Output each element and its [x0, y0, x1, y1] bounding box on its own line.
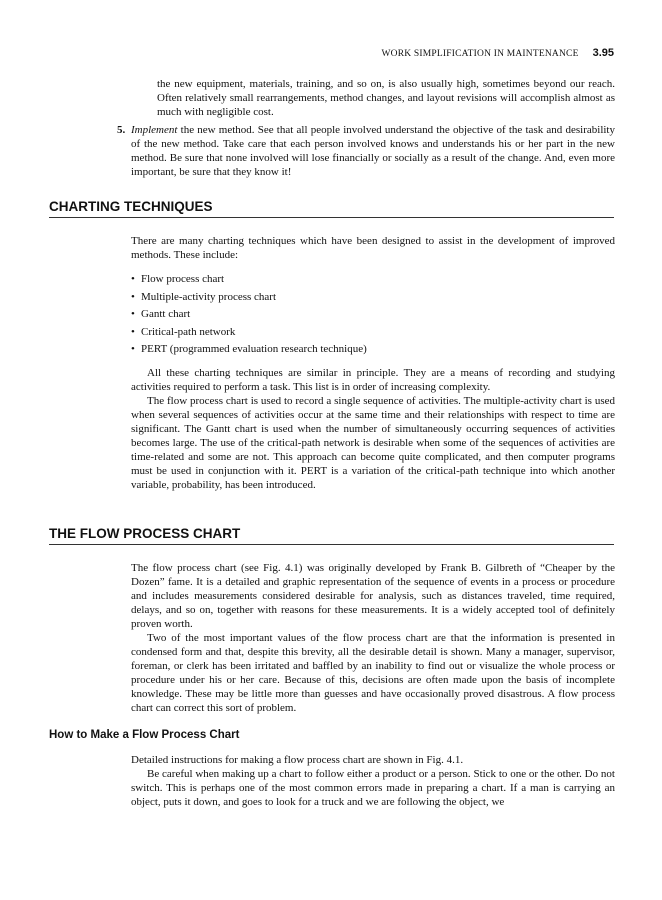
charting-paragraph-2: The flow process chart is used to record a single sequence of activities. The multiple-activity chart is used when several sequences of activities occur at the same time and their relationships with respect to time are significant. The Gantt chart is used when the number of simultaneously occurring sequences of activities becomes large. The use of the critical-path network is desirable when some of the sequences of activities are time-related and some are not. This approach can become quite complicated, and then computer programs must be used in conjunction with it. PERT is a variation of the critical-path technique into which another variable, probability, has been introduced. [131, 395, 615, 491]
step-5-body: the new method. See that all people involved understand the objective of the task and desirability of the new method. Take care that each person involved knows and understands his or her part in the new method. Be sure that none involved will lose financially or socially as a result of the change. And, even more important, be sure that they know it! [131, 124, 615, 178]
bullet: • [131, 290, 135, 303]
how-to-heading: How to Make a Flow Process Chart [49, 729, 240, 741]
bullet: • [131, 273, 135, 285]
list-item [131, 307, 367, 325]
how-to-body [131, 753, 615, 809]
charting-intro-text: There are many charting techniques which have been designed to assist in the development of improved methods. These include: [131, 235, 615, 261]
flow-body [131, 561, 615, 715]
list-item-text: Gantt chart [141, 308, 191, 320]
step-5-item [117, 123, 615, 179]
step-5-lead: Implement [131, 124, 178, 136]
flow-process-chart-heading: THE FLOW PROCESS CHART [49, 526, 614, 545]
charting-body [131, 366, 615, 492]
bullet: • [131, 325, 135, 338]
charting-techniques-heading: CHARTING TECHNIQUES [49, 199, 614, 218]
list-item [131, 342, 367, 360]
charting-paragraph-1: All these charting techniques are similar in principle. They are a means of recording and studying activities required to perform a task. This list is in order of increasing complexity. [131, 367, 615, 393]
list-item-text: Critical-path network [141, 325, 236, 338]
list-item [131, 272, 367, 290]
step-number: 5. [117, 124, 126, 136]
bullet: • [131, 308, 135, 320]
list-item-text: Multiple-activity process chart [141, 290, 277, 303]
step-5-text [131, 123, 615, 179]
list-item-text: PERT (programmed evaluation research technique) [141, 343, 367, 355]
bullet: • [131, 343, 135, 355]
list-item [131, 325, 367, 343]
continuation-text: the new equipment, materials, training, and so on, is also usually high, sometimes beyond our reach. Often relatively small rearrangements, method changes, and layout revisions will accomplish almost as much with negligible cost. [157, 78, 615, 118]
how-to-paragraph-1: Detailed instructions for making a flow process chart are shown in Fig. 4.1. [131, 754, 464, 766]
flow-paragraph-2: Two of the most important values of the flow process chart are that the information is presented in condensed form and that, despite this brevity, all the desirable detail is shown. Many a manager, supervisor, foreman, or clerk has been irritated and baffled by an inability to find out or visualize the whole process or procedure under his or her care. Because of this, decisions are often made upon the basis of incomplete knowledge. These may be little more than guesses and have occasionally proved disastrous. A flow process chart can correct this sort of problem. [131, 632, 615, 714]
page-number: 3.95 [592, 47, 614, 59]
list-item [131, 290, 367, 308]
charting-intro [131, 234, 615, 262]
flow-paragraph-1: The flow process chart (see Fig. 4.1) was originally developed by Frank B. Gilbreth of “Cheaper by the Dozen” fame. It is a detailed and graphic representation of the sequence of events in a process or procedure and includes measurements considered desirable for analysis, such as distances traveled, time required, delays, and so on, together with reasons for these measurements. It is a widely accepted tool of definitely proven worth. [131, 562, 615, 630]
running-title: WORK SIMPLIFICATION IN MAINTENANCE [381, 49, 579, 59]
how-to-paragraph-2: Be careful when making up a chart to follow either a product or a person. Stick to one or the other. Do not switch. This is perhaps one of the most common errors made in preparing a chart. If a man is carrying an object, puts it down, and goes to look for a truck and we are following the object, we [131, 768, 615, 808]
list-item-text: Flow process chart [141, 273, 225, 285]
charting-technique-list [131, 272, 367, 360]
running-head [0, 47, 614, 59]
continuation-paragraph [157, 77, 615, 119]
